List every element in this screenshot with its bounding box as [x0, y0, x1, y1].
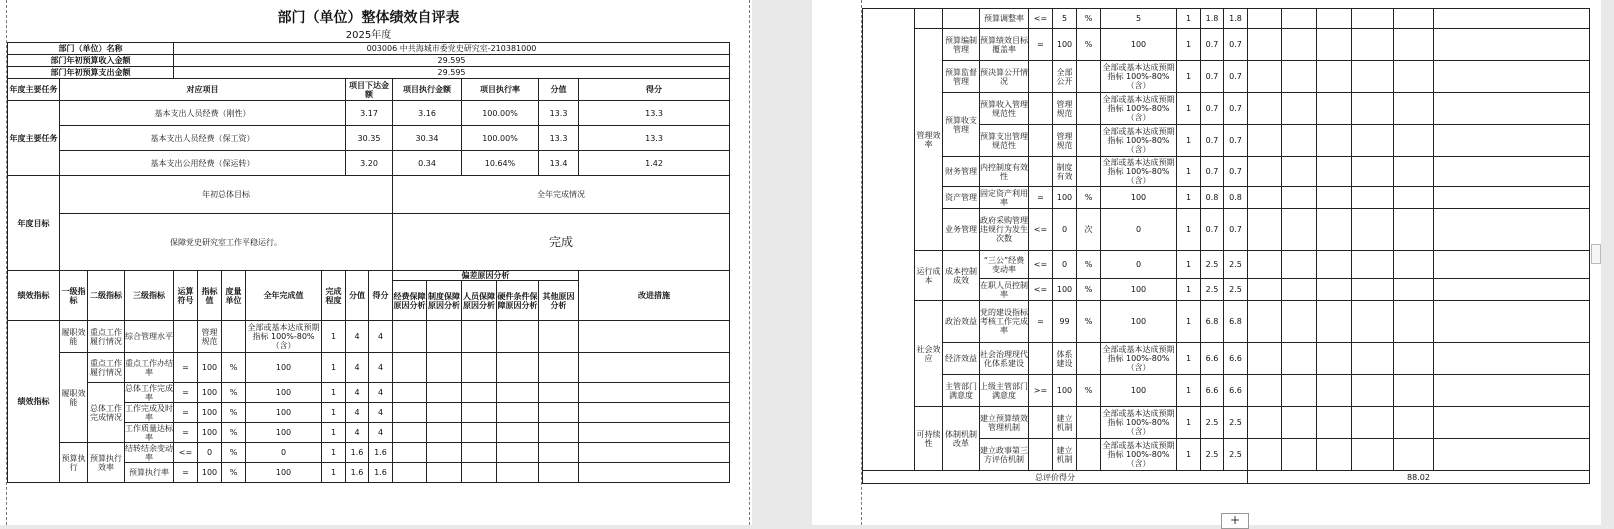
row-got: 4: [369, 321, 393, 353]
row-unit: %: [222, 463, 246, 483]
task-row-got: 13.3: [579, 101, 730, 126]
perf-side-cont: [863, 9, 915, 471]
row-l3: 党的建设指标考核工作完成率: [980, 301, 1029, 343]
row-done: 5: [1101, 9, 1177, 29]
row-l3: 建立政事第三方评估机制: [980, 439, 1029, 471]
row-l3: 社会治理现代化体系建设: [980, 343, 1029, 375]
row-val: 100: [1053, 375, 1077, 407]
task-col-got: 得分: [579, 79, 730, 101]
row-deg: 1: [1177, 251, 1201, 279]
scrollbar-handle[interactable]: [1591, 244, 1601, 264]
row-l2: 业务管理: [943, 209, 980, 251]
row-got: 6.8: [1224, 301, 1248, 343]
income-value: 29.595: [174, 55, 730, 67]
row-val: 100: [1053, 187, 1077, 209]
row-score: 6.8: [1201, 301, 1224, 343]
row-l3: 重点工作办结率: [125, 353, 174, 383]
row-val: 建立机制: [1053, 439, 1077, 471]
row-l1: 履职效能: [60, 353, 88, 443]
row-l2: 预算编制管理: [943, 29, 980, 61]
row-val: 100: [198, 383, 222, 403]
row-score: 2.5: [1201, 251, 1224, 279]
row-l2: [943, 9, 980, 29]
row-l2: 经济效益: [943, 343, 980, 375]
row-unit: [1077, 343, 1101, 375]
row-val: 管理规范: [198, 321, 222, 353]
row-unit: [1077, 93, 1101, 125]
row-deg: 1: [322, 353, 346, 383]
row-l2: 财务管理: [943, 157, 980, 187]
row-l2: 体制机制改革: [943, 407, 980, 471]
row-got: 1.6: [369, 443, 393, 463]
row-got: 0.7: [1224, 29, 1248, 61]
row-unit: [1077, 439, 1101, 471]
row-l3: 上级主管部门满意度: [980, 375, 1029, 407]
page-2: [812, 0, 1601, 525]
row-val: 5: [1053, 9, 1077, 29]
row-val: 体系建设: [1053, 343, 1077, 375]
perf-side-label: 绩效指标: [8, 321, 60, 483]
row-op: [1029, 343, 1053, 375]
task-row-exec: 3.16: [393, 101, 462, 126]
row-unit: %: [1077, 9, 1101, 29]
row-unit: %: [222, 443, 246, 463]
row-l3: 结转结余变动率: [125, 443, 173, 462]
row-done: 100: [246, 403, 322, 423]
row-op: [1029, 125, 1053, 157]
task-row-amount: 30.35: [346, 126, 393, 151]
row-l3: 工作质量达标率: [125, 423, 173, 442]
expense-value: 29.595: [174, 67, 730, 79]
row-deg: 1: [1177, 187, 1201, 209]
row-got: 4: [369, 383, 393, 403]
income-label: 部门年初预算收入金额: [8, 55, 174, 67]
row-op: [1029, 439, 1053, 471]
row-l2: 成本控制成效: [943, 251, 980, 301]
row-got: 1.6: [369, 463, 393, 483]
row-done: 全部或基本达成预期指标 100%-80%（含）: [1101, 439, 1177, 471]
row-op: =: [1029, 187, 1053, 209]
row-unit: %: [222, 423, 246, 443]
row-deg: 1: [322, 321, 346, 353]
row-l3: 在职人员控制率: [980, 280, 1028, 299]
goals-done-head: 全年完成情况: [393, 176, 730, 214]
row-l2: 预算执行效率: [88, 443, 125, 483]
row-l3: 建立预算绩效管理机制: [980, 407, 1029, 439]
row-got: 0.7: [1224, 125, 1248, 157]
row-done: 100: [1101, 187, 1177, 209]
dept-name-value: 003006 中共海城市委党史研究室-210381000: [174, 43, 730, 55]
row-val: 全部公开: [1053, 61, 1077, 93]
row-deg: 1: [1177, 439, 1201, 471]
perf-head-score: 分值: [346, 271, 369, 321]
task-row-item: 基本支出人员经费（刚性）: [60, 101, 346, 126]
row-val: 制度有效: [1053, 157, 1077, 187]
row-done: 全部或基本达成预期指标 100%-80%（含）: [1101, 61, 1177, 93]
task-row-exec: 30.34: [393, 126, 462, 151]
row-l1: 履职效能: [60, 321, 88, 353]
row-val: 0: [1053, 251, 1077, 279]
row-l3: 预算绩效目标覆盖率: [980, 29, 1029, 61]
row-unit: %: [1077, 279, 1101, 301]
row-val: 100: [198, 403, 222, 423]
goals-target-text: 保障党史研究室工作平稳运行。: [60, 214, 393, 271]
row-deg: 1: [1177, 375, 1201, 407]
row-got: 0.8: [1224, 187, 1248, 209]
row-done: 0: [1101, 251, 1177, 279]
row-op: [1029, 407, 1053, 439]
goals-target-head: 年初总体目标: [60, 176, 393, 214]
row-score: 2.5: [1201, 407, 1224, 439]
row-op: =: [1029, 29, 1053, 61]
row-unit: %: [222, 353, 246, 383]
row-l3: 预决算公开情况: [980, 61, 1029, 93]
row-deg: 1: [322, 443, 346, 463]
row-got: 6.6: [1224, 375, 1248, 407]
row-unit: [1077, 407, 1101, 439]
row-got: 0.7: [1224, 61, 1248, 93]
row-op: [1029, 157, 1053, 187]
row-deg: 1: [1177, 279, 1201, 301]
row-got: 0.7: [1224, 209, 1248, 251]
perf-head-dev1: 经费保障原因分析: [393, 281, 427, 321]
row-deg: 1: [322, 423, 346, 443]
row-score: 1.6: [346, 443, 369, 463]
row-op: <=: [1029, 279, 1053, 301]
row-l3: 综合管理水平: [125, 321, 174, 353]
perf-dev-head: 偏差原因分析: [393, 271, 579, 281]
row-deg: 1: [1177, 125, 1201, 157]
row-done: 100: [246, 383, 322, 403]
row-val: 100: [1053, 279, 1077, 301]
row-deg: 1: [1177, 157, 1201, 187]
task-row-rate: 100.00%: [462, 126, 539, 151]
row-score: 0.7: [1201, 157, 1224, 187]
row-unit: [1077, 125, 1101, 157]
row-op: <=: [1029, 251, 1053, 279]
add-page-button[interactable]: +: [1221, 513, 1249, 529]
row-val: 100: [198, 353, 222, 383]
row-got: 0.7: [1224, 157, 1248, 187]
task-row-item: 基本支出公用经费（保运转）: [60, 151, 346, 176]
task-row-amount: 3.17: [346, 101, 393, 126]
row-unit: [222, 321, 246, 353]
row-l2: 预算收支管理: [943, 93, 980, 157]
row-unit: [1077, 157, 1101, 187]
row-deg: 1: [1177, 9, 1201, 29]
row-l3: 固定资产利用率: [980, 188, 1028, 207]
row-l1: [915, 9, 943, 29]
row-done: 全部或基本达成预期指标 100%-80%（含）: [1102, 158, 1175, 185]
perf-head-l3: 三级指标: [125, 271, 174, 321]
row-unit: [1077, 61, 1101, 93]
row-done: 100: [1101, 301, 1177, 343]
row-done: 全部或基本达成预期指标 100%-80%（含）: [1101, 93, 1177, 125]
row-got: 1.8: [1224, 9, 1248, 29]
row-deg: 1: [1177, 61, 1201, 93]
row-op: >=: [1029, 375, 1053, 407]
row-done: 全部或基本达成预期指标 100%-80%（含）: [1101, 125, 1177, 157]
row-got: 2.5: [1224, 439, 1248, 471]
task-row-got: 13.3: [579, 126, 730, 151]
row-val: 0: [1053, 209, 1077, 251]
row-done: 全部或基本达成预期指标 100%-80%（含）: [246, 321, 322, 353]
row-val: 100: [1053, 29, 1077, 61]
row-op: =: [174, 403, 198, 423]
row-l1: 运行成本: [915, 251, 943, 301]
perf-head-dev5: 其他原因分析: [539, 281, 579, 321]
task-row-amount: 3.20: [346, 151, 393, 176]
row-val: 0: [198, 443, 222, 463]
row-l2: 预算监督管理: [943, 61, 980, 93]
row-deg: 1: [1177, 301, 1201, 343]
row-unit: %: [1077, 251, 1101, 279]
row-op: =: [1029, 301, 1053, 343]
task-row-score: 13.3: [539, 101, 579, 126]
task-row-exec: 0.34: [393, 151, 462, 176]
row-score: 4: [346, 353, 369, 383]
row-score: 0.7: [1201, 209, 1224, 251]
evaluation-table-page-2: [862, 8, 1590, 484]
perf-head-unit: 度量单位: [222, 271, 246, 321]
goals-label: 年度目标: [8, 176, 60, 271]
row-score: 2.5: [1201, 279, 1224, 301]
row-val: 99: [1053, 301, 1077, 343]
perf-head-val: 指标值: [198, 271, 222, 321]
page-1: [0, 0, 752, 525]
total-score-value: 88.02: [1248, 471, 1590, 484]
row-score: 6.6: [1201, 375, 1224, 407]
row-score: 1.6: [346, 463, 369, 483]
perf-head-got: 得分: [369, 271, 393, 321]
row-l1: 可持续性: [915, 407, 943, 471]
row-score: 0.8: [1201, 187, 1224, 209]
row-l2: 主管部门满意度: [943, 375, 980, 407]
perf-head-done: 全年完成值: [246, 271, 322, 321]
row-l1: 预算执行: [60, 443, 88, 483]
row-deg: 1: [322, 463, 346, 483]
row-op: [1029, 93, 1053, 125]
task-side-label: 年度主要任务: [8, 101, 60, 176]
row-deg: 1: [322, 403, 346, 423]
total-score-label: 总评价得分: [863, 471, 1248, 484]
task-row-got: 1.42: [579, 151, 730, 176]
task-col-rate: 项目执行率: [462, 79, 539, 101]
row-done: 0: [1101, 209, 1177, 251]
row-got: 2.5: [1224, 407, 1248, 439]
row-val: 100: [198, 463, 222, 483]
row-op: <=: [174, 443, 198, 463]
task-row-score: 13.4: [539, 151, 579, 176]
perf-section-label: 绩效指标: [8, 271, 60, 321]
row-unit: %: [1077, 375, 1101, 407]
task-row-item: 基本支出人员经费（保工资）: [60, 126, 346, 151]
row-score: 4: [346, 423, 369, 443]
row-l3: 内控制度有效性: [980, 157, 1029, 187]
row-score: 0.7: [1201, 61, 1224, 93]
row-op: [174, 321, 198, 353]
row-deg: 1: [1177, 93, 1201, 125]
row-l2: 总体工作完成情况: [88, 383, 125, 443]
row-op: <=: [1029, 9, 1053, 29]
row-op: =: [174, 353, 198, 383]
row-l3: “三公”经费变动率: [980, 251, 1029, 279]
row-op: =: [174, 423, 198, 443]
row-score: 0.7: [1201, 125, 1224, 157]
row-l3: 预算收入管理规范性: [980, 93, 1029, 125]
task-row-score: 13.3: [539, 126, 579, 151]
row-l2: 政治效益: [943, 301, 980, 343]
row-l2: 重点工作履行情况: [88, 321, 125, 353]
task-head-label: 年度主要任务: [8, 79, 60, 101]
dept-name-label: 部门（单位）名称: [8, 43, 174, 55]
row-score: 4: [346, 383, 369, 403]
row-val: 管理规范: [1053, 93, 1077, 125]
row-score: 6.6: [1201, 343, 1224, 375]
row-got: 4: [369, 403, 393, 423]
row-got: 6.6: [1224, 343, 1248, 375]
row-deg: 1: [1177, 209, 1201, 251]
perf-head-dev4: 硬件条件保障原因分析: [497, 281, 539, 321]
row-op: =: [174, 383, 198, 403]
row-l3: 预算调整率: [980, 9, 1029, 29]
perf-head-dev3: 人员保障原因分析: [462, 281, 497, 321]
task-col-item: 对应项目: [60, 79, 346, 101]
row-deg: 1: [1177, 29, 1201, 61]
page-title: 部门（单位）整体绩效自评表: [277, 10, 460, 26]
row-l2: 资产管理: [943, 187, 980, 209]
task-col-exec: 项目执行金额: [393, 79, 462, 101]
row-score: 0.7: [1201, 29, 1224, 61]
perf-head-dev2: 制度保障原因分析: [427, 281, 462, 321]
row-got: 4: [369, 423, 393, 443]
goals-done-text: 完成: [393, 214, 730, 271]
year-label: 2025年度: [345, 29, 392, 41]
row-unit: %: [1077, 29, 1101, 61]
perf-head-op: 运算符号: [174, 271, 198, 321]
expense-label: 部门年初预算支出金额: [8, 67, 174, 79]
row-done: 全部或基本达成预期指标 100%-80%（含）: [1101, 343, 1177, 375]
row-done: 100: [1101, 375, 1177, 407]
row-l1: 社会效应: [915, 301, 943, 407]
row-deg: 1: [322, 383, 346, 403]
row-l3: 工作完成及时率: [125, 403, 173, 422]
row-unit: %: [1077, 187, 1101, 209]
row-done: 100: [246, 463, 322, 483]
task-row-rate: 10.64%: [462, 151, 539, 176]
row-val: 管理规范: [1053, 125, 1077, 157]
row-deg: 1: [1177, 343, 1201, 375]
row-unit: %: [222, 383, 246, 403]
row-got: 0.7: [1224, 93, 1248, 125]
row-got: 4: [369, 353, 393, 383]
perf-head-deg: 完成程度: [322, 271, 346, 321]
row-score: 4: [346, 403, 369, 423]
row-score: 0.7: [1201, 93, 1224, 125]
row-deg: 1: [1177, 407, 1201, 439]
task-col-score: 分值: [539, 79, 579, 101]
row-l2: 重点工作履行情况: [88, 353, 125, 383]
row-got: 2.5: [1224, 251, 1248, 279]
row-score: 4: [346, 321, 369, 353]
evaluation-table-page-1: [7, 8, 730, 483]
row-unit: %: [1077, 301, 1101, 343]
perf-head-fix: 改进措施: [579, 271, 730, 321]
task-row-rate: 100.00%: [462, 101, 539, 126]
row-score: 1.8: [1201, 9, 1224, 29]
row-done: 100: [246, 353, 322, 383]
row-score: 2.5: [1201, 439, 1224, 471]
row-got: 2.5: [1224, 279, 1248, 301]
row-done: 100: [1101, 279, 1177, 301]
row-done: 100: [246, 423, 322, 443]
row-val: 100: [198, 423, 222, 443]
row-l1: 管理效率: [915, 29, 943, 251]
task-col-amount: 项目下达金额: [346, 79, 393, 101]
perf-head-l1: 一级指标: [60, 271, 88, 321]
row-l3: 总体工作完成率: [125, 383, 173, 402]
row-val: 建立机制: [1053, 407, 1077, 439]
row-op: =: [174, 463, 198, 483]
row-op: [1029, 61, 1053, 93]
row-l3: 预算支出管理规范性: [980, 125, 1029, 157]
row-unit: %: [222, 403, 246, 423]
row-l3: 政府采购管理违规行为发生次数: [980, 209, 1029, 251]
row-unit: 次: [1077, 209, 1101, 251]
row-done: 全部或基本达成预期指标 100%-80%（含）: [1101, 407, 1177, 439]
row-l3: 预算执行率: [125, 463, 174, 483]
row-op: <=: [1029, 209, 1053, 251]
perf-head-l2: 二级指标: [88, 271, 125, 321]
row-done: 100: [1101, 29, 1177, 61]
row-done: 0: [246, 443, 322, 463]
